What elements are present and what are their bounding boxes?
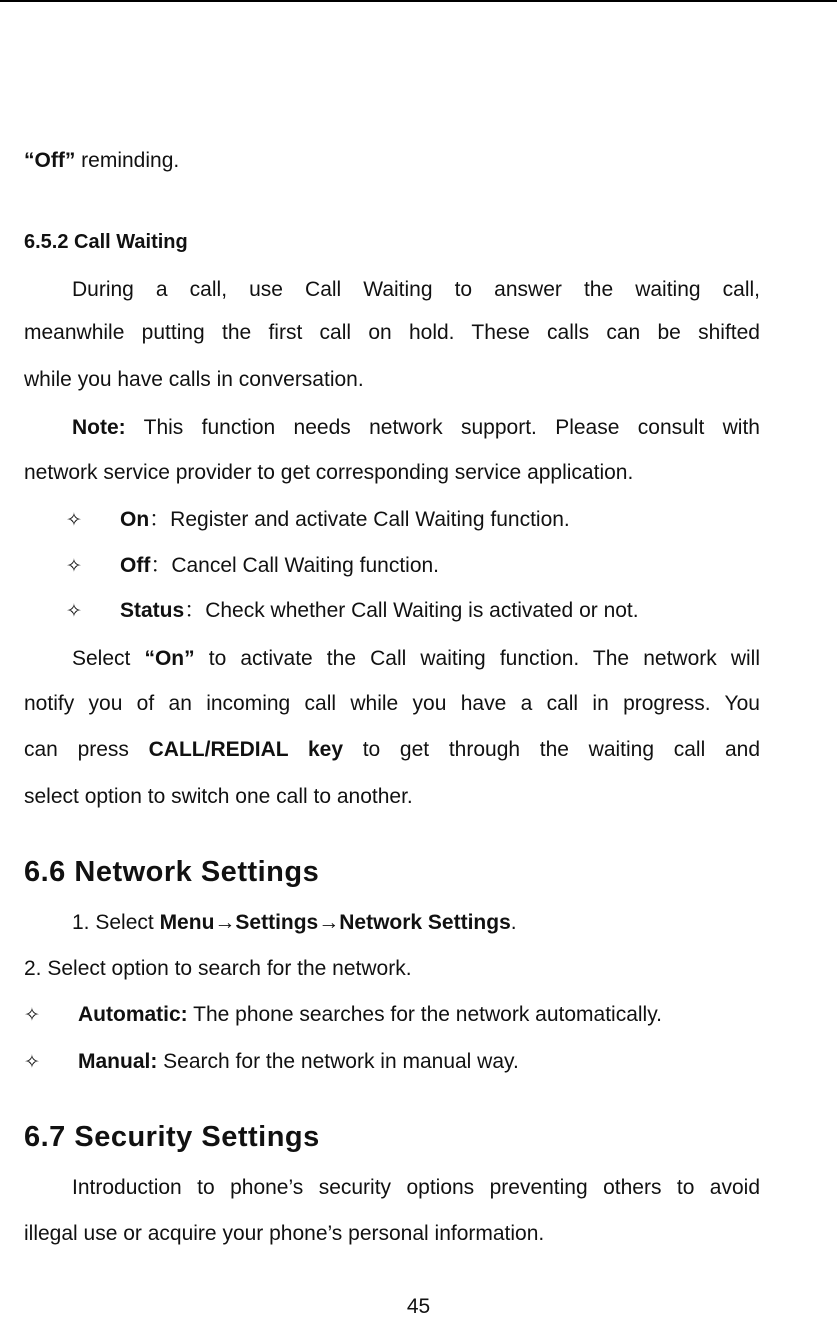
select-para-line-2: notify you of an incoming call while you have a call in progress. You [24,692,760,715]
option-off-text: Cancel Call Waiting function. [171,554,440,577]
option-automatic-label: Automatic: [78,1003,188,1026]
option-status-text: Check whether Call Waiting is activated or not. [205,599,639,622]
option-status [66,598,639,624]
option-manual [24,1049,519,1075]
call-redial-key-label: CALL/REDIAL key [148,738,343,761]
network-menu-path: Menu→Settings→Network Settings [159,911,511,934]
option-manual-label: Manual: [78,1050,158,1073]
off-label: “Off” [24,149,76,172]
option-automatic [24,1002,662,1028]
option-on-text: Register and activate Call Waiting function. [170,508,570,531]
option-on-sep: ： [149,508,171,531]
option-off-sep: ： [150,554,172,577]
option-off [66,553,439,579]
security-line-2: illegal use or acquire your phone’s personal information. [24,1222,545,1245]
network-step-1 [72,910,517,936]
diamond-bullet-icon: ✧ [24,1051,40,1073]
option-on [66,507,570,533]
diamond-bullet-icon: ✧ [66,600,82,622]
option-manual-text: Search for the network in manual way. [157,1050,519,1073]
select-line-3-pre: can press [24,738,149,761]
select-para-line-3 [24,737,760,763]
network-step-1-pre: 1. Select [72,911,160,934]
option-status-sep: ： [184,599,206,622]
option-on-label: On [120,508,150,531]
network-step-1-end: . [510,911,517,934]
network-step-2: 2. Select option to search for the network. [24,957,412,980]
option-status-label: Status [120,599,185,622]
off-rest: reminding. [75,149,180,172]
select-para-line-1 [72,646,760,672]
diamond-bullet-icon: ✧ [24,1004,40,1026]
diamond-bullet-icon: ✧ [66,509,82,531]
select-line-1-rest: to activate the Call waiting function. The network will [194,647,760,670]
off-reminding-line [24,148,179,174]
call-waiting-para-line-1: During a call, use Call Waiting to answer the waiting call, [72,278,760,301]
network-settings-heading: 6.6 Network Settings [24,856,320,888]
select-line-3-rest: to get through the waiting call and [343,738,760,761]
diamond-bullet-icon: ✧ [66,555,82,577]
call-waiting-heading: 6.5.2 Call Waiting [24,231,188,253]
select-para-line-4: select option to switch one call to another. [24,785,413,808]
note-line-2: network service provider to get corresponding service application. [24,461,634,484]
call-waiting-para-line-3: while you have calls in conversation. [24,368,364,391]
call-waiting-para-line-2: meanwhile putting the first call on hold. These calls can be shifted [24,321,760,344]
note-label: Note: [72,416,126,439]
option-off-label: Off [120,554,151,577]
select-on-label: “On” [144,647,195,670]
select-pre: Select [72,647,145,670]
security-settings-heading: 6.7 Security Settings [24,1121,320,1153]
note-line-1 [72,415,760,441]
option-automatic-text: The phone searches for the network automatically. [187,1003,662,1026]
security-line-1: Introduction to phone’s security options preventing others to avoid [72,1176,760,1199]
page-number: 45 [406,1295,431,1318]
note-text-1: This function needs network support. Please consult with [125,416,760,439]
